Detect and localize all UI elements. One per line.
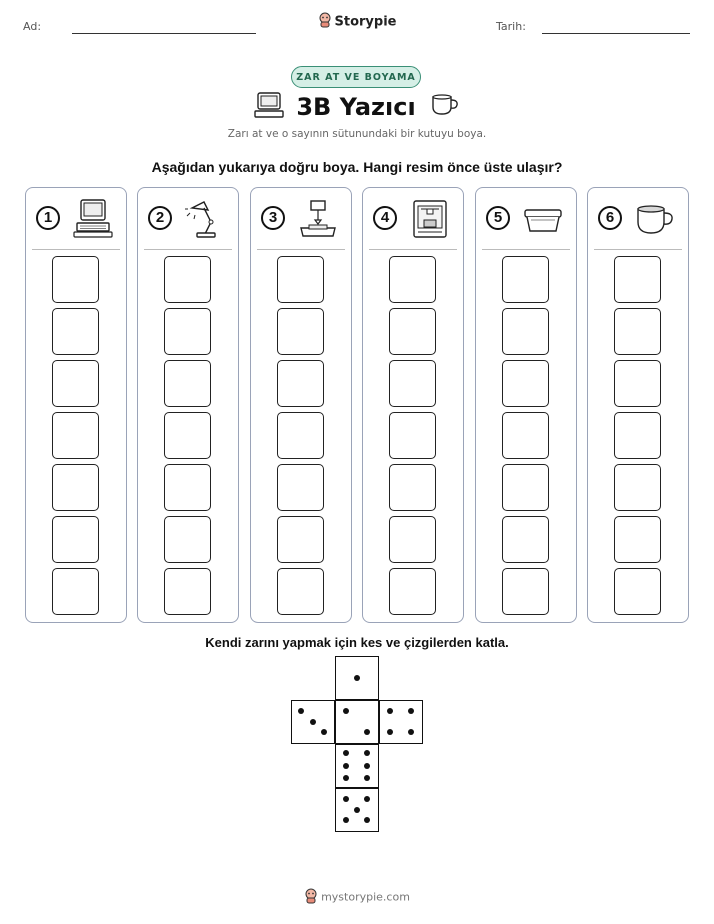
die-face [335,656,379,700]
color-box[interactable] [52,464,99,511]
color-box[interactable] [389,516,436,563]
die-pip [343,750,349,756]
color-box[interactable] [389,256,436,303]
die-face [291,700,335,744]
color-box[interactable] [502,412,549,459]
die-face [335,744,379,788]
column-divider [257,249,345,250]
color-box[interactable] [389,464,436,511]
desk-lamp-icon [184,198,226,240]
color-box[interactable] [277,360,324,407]
column-divider [32,249,120,250]
die-pip [364,775,370,781]
die-pip [364,817,370,823]
die-pip [364,750,370,756]
die-face [335,700,379,744]
die-pip [343,708,349,714]
cup-title-icon [430,93,460,123]
color-box[interactable] [52,308,99,355]
die-pip [387,729,393,735]
die-pip [343,796,349,802]
color-box[interactable] [502,568,549,615]
title-text: 3B Yazıcı [296,93,416,121]
column-4 [362,187,464,623]
column-6 [587,187,689,623]
color-box[interactable] [614,256,661,303]
die-pip [354,807,360,813]
column-5 [475,187,577,623]
footer-url[interactable]: mystorypie.com [321,890,410,904]
cup-icon [634,198,676,240]
die-pip [321,729,327,735]
die-pip [298,708,304,714]
color-box[interactable] [614,516,661,563]
column-divider [594,249,682,250]
color-box[interactable] [502,464,549,511]
color-box[interactable] [164,568,211,615]
color-box[interactable] [614,568,661,615]
column-number: 3 [261,206,285,230]
instruction: Aşağıdan yukarıya doğru boya. Hangi resim önce üste ulaşır? [151,159,563,175]
color-box[interactable] [389,412,436,459]
column-divider [482,249,570,250]
name-label: Ad: [23,20,42,33]
container-icon [522,198,564,240]
color-box[interactable] [52,360,99,407]
name-line[interactable] [72,33,256,34]
page-title [0,92,714,124]
die-pip [364,763,370,769]
storypie-mascot-icon [318,12,332,32]
column-divider [369,249,457,250]
die-pip [408,729,414,735]
color-box[interactable] [164,256,211,303]
color-box[interactable] [502,360,549,407]
column-number: 1 [36,206,60,230]
color-box[interactable] [52,516,99,563]
die-pip [343,775,349,781]
color-box[interactable] [502,256,549,303]
die-instruction: Kendi zarını yapmak için kes ve çizgilerden katla. [205,635,509,650]
storypie-mascot-icon [304,888,318,907]
column-1 [25,187,127,623]
color-box[interactable] [502,308,549,355]
footer [0,888,714,907]
color-box[interactable] [277,256,324,303]
column-number: 5 [486,206,510,230]
column-2 [137,187,239,623]
color-box[interactable] [164,308,211,355]
color-box[interactable] [389,360,436,407]
die-pip [408,708,414,714]
color-box[interactable] [614,360,661,407]
die-pip [387,708,393,714]
color-box[interactable] [277,308,324,355]
color-box[interactable] [614,308,661,355]
date-line[interactable] [542,33,690,34]
color-box[interactable] [277,412,324,459]
die-pip [343,763,349,769]
column-number: 4 [373,206,397,230]
die-pip [310,719,316,725]
color-box[interactable] [502,516,549,563]
color-box[interactable] [277,516,324,563]
brand-logo [0,12,714,32]
color-box[interactable] [52,256,99,303]
color-box[interactable] [389,568,436,615]
color-box[interactable] [277,464,324,511]
die-pip [364,796,370,802]
column-divider [144,249,232,250]
color-box[interactable] [52,412,99,459]
die-pip [354,675,360,681]
3d-printer-icon [409,198,451,240]
column-number: 2 [148,206,172,230]
color-box[interactable] [389,308,436,355]
computer-icon [72,198,114,240]
color-box[interactable] [277,568,324,615]
die-pip [364,729,370,735]
computer-title-icon [254,92,286,124]
color-box[interactable] [164,360,211,407]
column-3 [250,187,352,623]
color-box[interactable] [164,516,211,563]
color-box[interactable] [164,412,211,459]
color-box[interactable] [164,464,211,511]
badge: ZAR AT VE BOYAMA [291,66,421,88]
color-box[interactable] [52,568,99,615]
column-number: 6 [598,206,622,230]
color-box[interactable] [614,412,661,459]
die-pip [343,817,349,823]
3d-printer-head-icon [297,198,339,240]
subtitle: Zarı at ve o sayının sütunundaki bir kutuyu boya. [227,128,487,140]
brand-name: Storypie [334,14,397,30]
color-box[interactable] [614,464,661,511]
date-label: Tarih: [496,20,526,33]
die-face [379,700,423,744]
die-face [335,788,379,832]
